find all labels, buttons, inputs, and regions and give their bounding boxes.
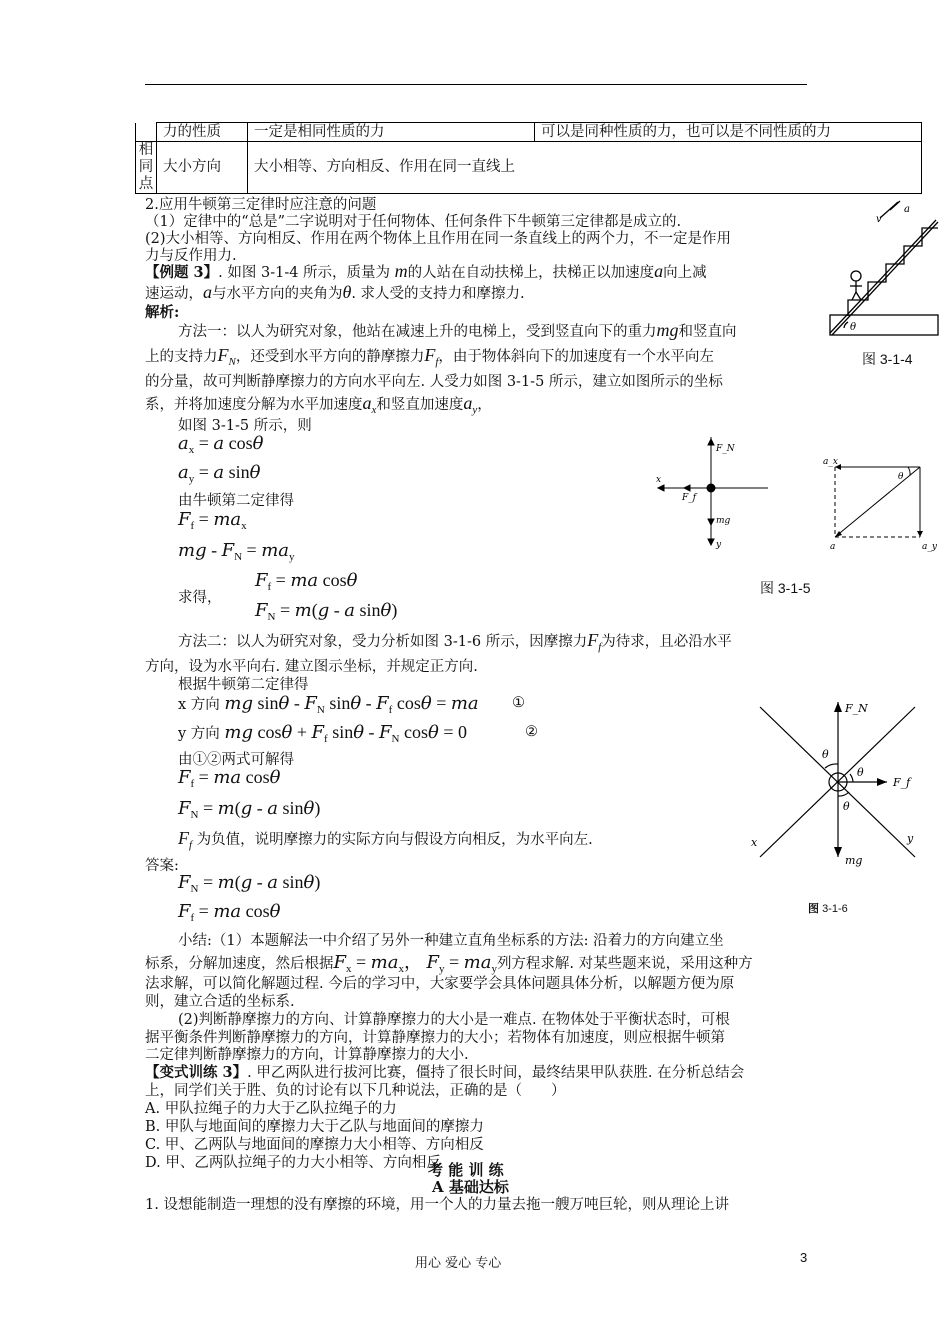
figure-caption: 图 3-1-4: [862, 351, 913, 367]
equation: $F_N = m(g - a$ sinθ): [178, 798, 321, 821]
solution-line: 如图 3-1-5 所示，则: [178, 418, 312, 434]
figure-label: θ: [843, 800, 850, 813]
acceleration-diagram: [820, 455, 940, 555]
figure-label: x: [751, 836, 758, 849]
equation-line: y 方向 mg $\cos\theta + F_f$ sinθ - $F_N$ cosθ = 0: [178, 722, 467, 745]
figure-label: θ: [857, 766, 864, 779]
equation: $F_f$ = ma cosθ: [255, 570, 358, 593]
header-rule: [145, 84, 807, 85]
variant-line: 【变式训练 3】. 甲乙两队进行拔河比赛，僵持了很长时间，最终结果甲队获胜. 在分析总结会: [145, 1064, 745, 1081]
page-number: 3: [800, 1250, 808, 1265]
summary-line: (2)判断静摩擦力的方向、计算静摩擦力的大小是一难点. 在物体处于平衡状态时，可根: [178, 1012, 730, 1028]
option-d: D. 甲、乙两队拉绳子的力大小相等、方向相反: [145, 1155, 441, 1171]
solution-line: 由①②两式可解得: [178, 752, 294, 768]
solution-line: 上的支持力$F_N$，还受到水平方向的静摩擦力$F_f$，由于物体斜向下的加速度有一个水平向左: [145, 345, 714, 368]
equation: $F_f$ = ma cosθ: [178, 901, 281, 924]
table-side-blank: [136, 123, 157, 142]
equation: $a_x = a$ cosθ: [178, 433, 264, 456]
question: 1. 设想能制造一理想的没有摩擦的环境，用一个人的力量去拖一艘万吨巨轮，则从理论上讲: [145, 1197, 729, 1213]
equation: $F_N = m(g - a$ sinθ): [178, 872, 321, 895]
solution-line: 系，并将加速度分解为水平加速度$a_x$和竖直加速度$a_y$，: [145, 393, 492, 416]
figure-label: θ: [898, 472, 904, 482]
training-title: 考 能 训 练: [428, 1161, 504, 1179]
escalator-figure: [828, 200, 943, 340]
equation: $F_f$ = ma cosθ: [178, 767, 281, 790]
solution-line: 由牛顿第二定律得: [178, 493, 294, 509]
example-line: 【例题 3】. 如图 3-1-4 所示，质量为 m的人站在自动扶梯上，扶梯正以加速度a向上减: [145, 261, 707, 281]
table-cell: 大小相等、方向相反、作用在同一直线上: [248, 142, 922, 194]
figure-label: θ: [850, 322, 857, 333]
summary-line: 据平衡条件判断静摩擦力的方向，计算静摩擦力的大小；若物体有加速度，则应根据牛顿第: [145, 1030, 725, 1046]
equation: $a_y = a$ sinθ: [178, 462, 261, 485]
equation-line: x 方向 mg sinθ - $F_N$ sinθ - $F_f$ cosθ = ma: [178, 693, 479, 716]
variant-line: 上，同学们关于胜、负的讨论有以下几种说法，正确的是（ ）: [145, 1083, 566, 1099]
option-a: A. 甲队拉绳子的力大于乙队拉绳子的力: [145, 1101, 397, 1117]
paragraph: (2)大小相等、方向相反、作用在两个物体上且作用在同一条直线上的两个力，不一定是作用: [145, 231, 732, 247]
figure-label: θ: [822, 748, 829, 761]
paragraph: （1）定律中的“总是”二字说明对于任何物体、任何条件下牛顿第三定律都是成立的.: [145, 214, 682, 230]
training-subtitle: A 基础达标: [432, 1178, 509, 1196]
figure-label: a_x: [823, 457, 838, 467]
figure-label: mg: [845, 854, 863, 867]
figure-label: F_N: [716, 444, 735, 454]
figure-label: a: [830, 542, 836, 552]
example-line: 速运动，a与水平方向的夹角为θ. 求人受的支持力和摩擦力.: [145, 282, 525, 302]
figure-label: F_N: [845, 702, 868, 715]
figure-label: x: [656, 475, 662, 485]
solution-line: 求得，: [178, 590, 222, 606]
equation: mg - $F_N = ma_y$: [178, 540, 295, 563]
solution-line: 方法一：以人为研究对象，他站在减速上升的电梯上，受到竖直向下的重力mg和竖直向: [178, 320, 737, 340]
paragraph: 力与反作用力.: [145, 248, 237, 264]
solution-line: $F_f$ 为负值，说明摩擦力的实际方向与假设方向相反，为水平向左.: [178, 828, 593, 851]
table-side-label: 相 同 点: [136, 142, 157, 194]
summary-line: 则，建立合适的坐标系.: [145, 994, 295, 1010]
summary-line: 法求解，可以简化解题过程. 今后的学习中，大家要学会具体问题具体分析，以解题方便为原: [145, 976, 735, 992]
comparison-table: [135, 122, 922, 194]
figure-label: v: [876, 214, 882, 225]
table-cell: 力的性质: [157, 123, 248, 142]
figure-label: a: [904, 204, 910, 215]
force-diagram-316: [745, 692, 925, 892]
table-cell: 一定是相同性质的力: [248, 123, 535, 142]
equation: $F_N = m(g - a$ sinθ): [255, 600, 398, 623]
summary-line: 小结:（1）本题解法一中介绍了另外一种建立直角坐标系的方法: 沿着力的方向建立坐: [178, 933, 724, 949]
figure-label: mg: [716, 516, 731, 526]
force-diagram-315: [648, 435, 773, 555]
section-title: 2.应用牛顿第三定律时应注意的问题: [145, 197, 377, 213]
option-c: C. 甲、乙两队与地面间的摩擦力大小相等、方向相反: [145, 1137, 484, 1153]
solution-line: 根据牛顿第二定律得: [178, 677, 309, 693]
option-b: B. 甲队与地面间的摩擦力大于乙队与地面间的摩擦力: [145, 1119, 484, 1135]
footer-text: 用心 爱心 专心: [415, 1256, 502, 1271]
solution-heading: 解析:: [145, 304, 180, 321]
figure-label: y: [907, 832, 914, 845]
solution-line: 方向，设为水平向右. 建立图示坐标，并规定正方向.: [145, 659, 478, 675]
summary-line: 标系，分解加速度，然后根据$F_x = ma_x$， $F_y = ma_y$列方程求解. 对某些题来说，采用这种方: [145, 952, 753, 975]
equation: $F_f = ma_x$: [178, 509, 247, 532]
figure-label: F_f: [893, 776, 911, 789]
answer-heading: 答案:: [145, 858, 179, 874]
solution-line: 的分量，故可判断静摩擦力的方向水平向左. 人受力如图 3-1-5 所示，建立如图所示的坐标: [145, 374, 723, 390]
summary-line: 二定律判断静摩擦力的方向，计算静摩擦力的大小.: [145, 1047, 469, 1063]
solution-line: 方法二：以人为研究对象，受力分析如图 3-1-6 所示，因摩擦力$F_f$为待求，且必沿水平: [178, 630, 732, 653]
figure-caption: 图 3-1-5: [760, 580, 811, 596]
figure-label: F_f: [682, 493, 697, 503]
figure-caption: 图 3-1-6: [808, 903, 848, 915]
table-cell: 可以是同种性质的力，也可以是不同性质的力: [535, 123, 922, 142]
equation-number: ②: [525, 724, 538, 740]
figure-label: a_y: [922, 542, 937, 552]
figure-label: y: [716, 540, 722, 550]
equation-number: ①: [512, 695, 525, 711]
table-cell: 大小方向: [157, 142, 248, 194]
